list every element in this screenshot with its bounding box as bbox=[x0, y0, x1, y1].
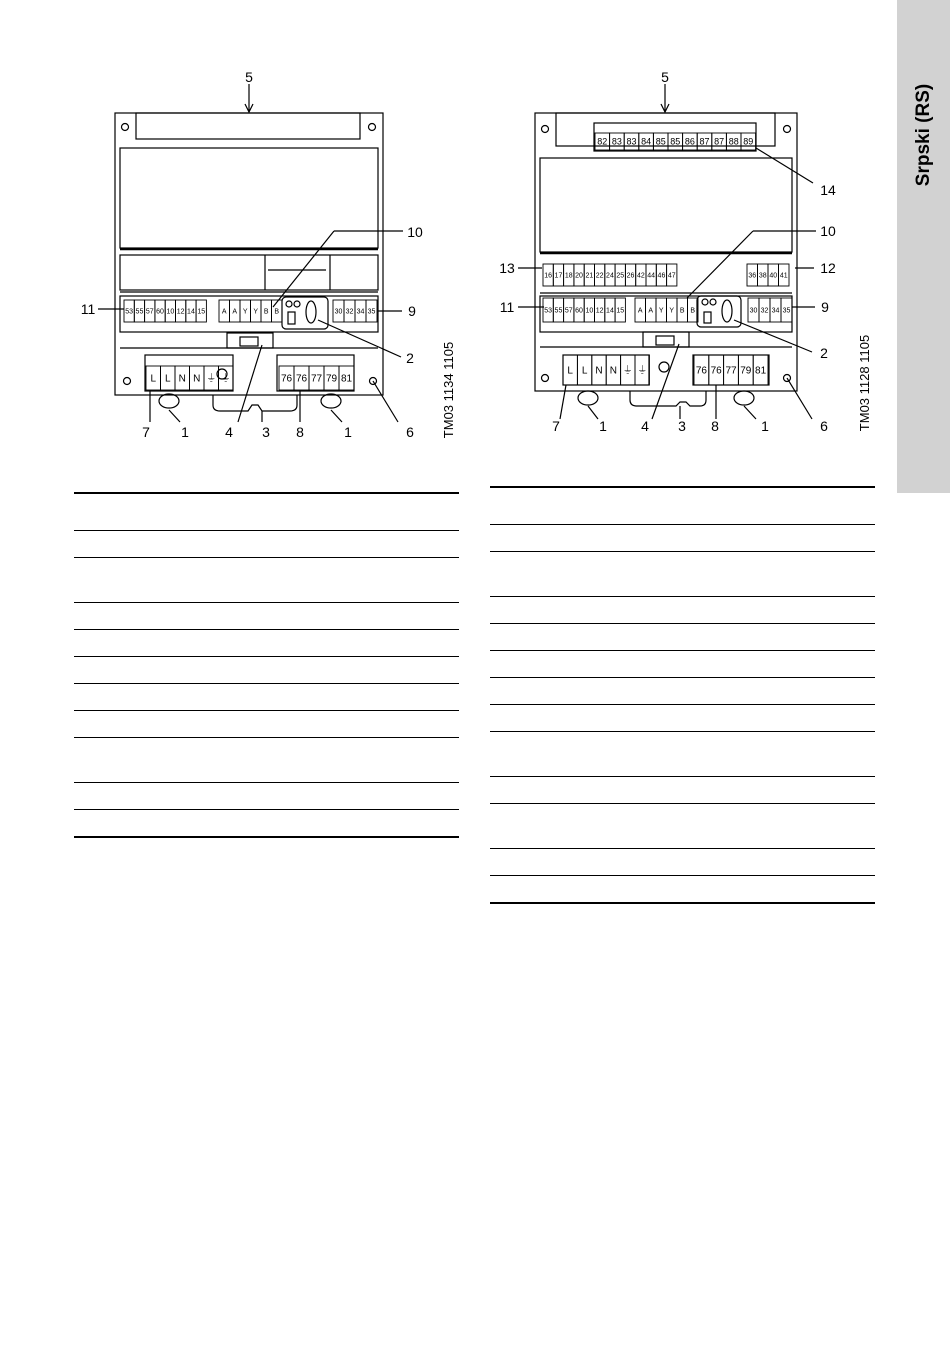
terminal-label: 35 bbox=[367, 308, 376, 316]
table-row bbox=[490, 597, 875, 624]
terminal-label: ⏚ bbox=[622, 365, 633, 377]
terminal-label: 87 bbox=[699, 136, 710, 147]
terminal-label: B bbox=[274, 308, 280, 316]
terminal-label: 81 bbox=[340, 373, 353, 385]
terminal-label: 81 bbox=[755, 365, 767, 377]
terminal-label: 32 bbox=[760, 307, 769, 315]
terminal-row-11 bbox=[124, 300, 206, 322]
terminal-label: 85 bbox=[670, 136, 681, 147]
terminal-label: 14 bbox=[187, 308, 195, 316]
terminal-label: N bbox=[595, 365, 603, 377]
table-row bbox=[490, 849, 875, 876]
terminal-label: 60 bbox=[156, 308, 164, 316]
figure-left-code: TM03 1134 1105 bbox=[441, 341, 456, 439]
terminal-label: N bbox=[178, 373, 186, 385]
table-row bbox=[490, 777, 875, 804]
terminal-label: 88 bbox=[728, 136, 739, 147]
terminal-label: Y bbox=[658, 307, 664, 315]
callout-3: 3 bbox=[262, 424, 270, 440]
terminal-label: 76 bbox=[280, 373, 293, 385]
callout-11: 11 bbox=[80, 301, 96, 317]
language-label: Srpski (RS) bbox=[912, 83, 934, 187]
callout-1b: 1 bbox=[761, 418, 769, 434]
table-row bbox=[74, 711, 459, 738]
terminal-label: ⏚ bbox=[220, 373, 231, 385]
terminal-label: 85 bbox=[655, 136, 666, 147]
table-row bbox=[74, 738, 459, 783]
terminal-label: 55 bbox=[554, 307, 563, 315]
table-row bbox=[74, 493, 459, 531]
terminal-label: 87 bbox=[714, 136, 725, 147]
table-row bbox=[490, 804, 875, 849]
table-row bbox=[490, 487, 875, 525]
callout-10: 10 bbox=[407, 224, 423, 240]
callout-8: 8 bbox=[296, 424, 304, 440]
table-row bbox=[74, 783, 459, 810]
terminal-label: 53 bbox=[544, 307, 553, 315]
terminal-label: 84 bbox=[641, 136, 652, 147]
terminal-label: 55 bbox=[135, 308, 144, 316]
terminal-label: 15 bbox=[616, 307, 625, 315]
terminal-label: A bbox=[232, 308, 238, 316]
terminal-label: 30 bbox=[749, 307, 758, 315]
terminal-power bbox=[563, 355, 649, 385]
terminal-label: 34 bbox=[771, 307, 780, 315]
table-row bbox=[490, 876, 875, 904]
callout-9: 9 bbox=[408, 303, 416, 319]
callout-7: 7 bbox=[552, 418, 560, 434]
terminal-label: 20 bbox=[575, 272, 583, 280]
terminal-label: 12 bbox=[595, 307, 604, 315]
terminal-label: ⏚ bbox=[637, 365, 648, 377]
terminal-label: 10 bbox=[166, 308, 175, 316]
terminal-label: 57 bbox=[145, 308, 154, 316]
terminal-row-13 bbox=[543, 264, 677, 286]
terminal-relay bbox=[694, 355, 768, 385]
table-row bbox=[74, 810, 459, 838]
figure-right-code: TM03 1128 1105 bbox=[857, 334, 872, 432]
callout-5: 5 bbox=[661, 69, 669, 85]
terminal-label: B bbox=[690, 307, 696, 315]
terminal-label: 77 bbox=[310, 373, 323, 385]
table-row bbox=[74, 684, 459, 711]
terminal-label: 44 bbox=[647, 272, 656, 280]
terminal-label: 38 bbox=[758, 272, 767, 280]
terminal-relay bbox=[279, 366, 354, 390]
terminal-label: 79 bbox=[325, 373, 338, 385]
figure-left bbox=[98, 84, 403, 422]
table-row bbox=[74, 630, 459, 657]
callout-5: 5 bbox=[245, 69, 253, 85]
terminal-row-12 bbox=[747, 264, 789, 286]
callout-12: 12 bbox=[820, 260, 836, 276]
callout-1: 1 bbox=[181, 424, 189, 440]
terminal-label: 21 bbox=[585, 272, 594, 280]
terminal-label: Y bbox=[669, 307, 675, 315]
terminal-label: 22 bbox=[595, 272, 604, 280]
terminal-label: A bbox=[637, 307, 643, 315]
terminal-row-9 bbox=[333, 300, 377, 322]
terminal-label: L bbox=[164, 373, 171, 385]
callout-13: 13 bbox=[499, 260, 515, 276]
callout-1b: 1 bbox=[344, 424, 352, 440]
callout-2: 2 bbox=[406, 350, 414, 366]
terminal-label: 86 bbox=[684, 136, 695, 147]
table-row bbox=[490, 525, 875, 552]
terminal-label: 40 bbox=[769, 272, 778, 280]
terminal-label: 34 bbox=[356, 308, 365, 316]
table-row bbox=[74, 657, 459, 684]
terminal-label: 83 bbox=[626, 136, 637, 147]
terminal-label: ⏚ bbox=[206, 373, 217, 385]
callout-1: 1 bbox=[599, 418, 607, 434]
table-row bbox=[490, 705, 875, 732]
terminal-label: 83 bbox=[611, 136, 622, 147]
terminal-label: Y bbox=[253, 308, 259, 316]
table-row bbox=[74, 531, 459, 558]
terminal-label: 35 bbox=[782, 307, 791, 315]
terminal-label: N bbox=[609, 365, 618, 377]
terminal-label: 46 bbox=[657, 272, 666, 280]
callout-14: 14 bbox=[820, 182, 836, 198]
table-row bbox=[490, 678, 875, 705]
table-right bbox=[490, 486, 875, 904]
terminal-label: 10 bbox=[585, 307, 594, 315]
terminal-label: 89 bbox=[743, 136, 754, 147]
table-left bbox=[74, 492, 459, 838]
terminal-row-11 bbox=[543, 298, 625, 322]
table-row bbox=[490, 651, 875, 678]
figures bbox=[0, 0, 950, 460]
terminal-label: 32 bbox=[345, 308, 354, 316]
terminal-label: L bbox=[567, 365, 573, 377]
terminal-label: 47 bbox=[667, 272, 676, 280]
terminal-row-10 bbox=[219, 300, 282, 322]
terminal-label: 24 bbox=[606, 272, 614, 280]
terminal-row-10 bbox=[635, 298, 698, 322]
callout-4: 4 bbox=[225, 424, 233, 440]
terminal-row-9 bbox=[748, 298, 792, 322]
terminal-label: 77 bbox=[725, 365, 737, 377]
terminal-label: 42 bbox=[636, 272, 645, 280]
terminal-label: 16 bbox=[544, 272, 553, 280]
terminal-label: 57 bbox=[564, 307, 573, 315]
terminal-label: A bbox=[648, 307, 654, 315]
terminal-label: Y bbox=[242, 308, 248, 316]
terminal-label: 41 bbox=[779, 272, 788, 280]
callout-11: 11 bbox=[499, 299, 515, 315]
terminal-label: 17 bbox=[554, 272, 563, 280]
terminal-label: B bbox=[263, 308, 269, 316]
terminal-label: 12 bbox=[176, 308, 185, 316]
terminal-label: 36 bbox=[748, 272, 757, 280]
terminal-label: 26 bbox=[626, 272, 635, 280]
terminal-label: 14 bbox=[606, 307, 614, 315]
terminal-label: 53 bbox=[125, 308, 134, 316]
callout-6: 6 bbox=[406, 424, 414, 440]
terminal-label: 76 bbox=[710, 365, 722, 377]
callout-6: 6 bbox=[820, 418, 828, 434]
terminal-label: L bbox=[150, 373, 157, 385]
table-row bbox=[74, 603, 459, 630]
callout-10: 10 bbox=[820, 223, 836, 239]
terminal-label: N bbox=[193, 373, 201, 385]
callout-9: 9 bbox=[821, 299, 829, 315]
terminal-label: 18 bbox=[564, 272, 573, 280]
terminal-label: 15 bbox=[197, 308, 206, 316]
terminal-label: 76 bbox=[695, 365, 707, 377]
callout-4: 4 bbox=[641, 418, 649, 434]
callout-2: 2 bbox=[820, 345, 828, 361]
terminal-label: B bbox=[679, 307, 685, 315]
table-row bbox=[490, 624, 875, 651]
terminal-label: 82 bbox=[597, 136, 608, 147]
table-row bbox=[490, 732, 875, 777]
table-row bbox=[74, 558, 459, 603]
terminal-row-14 bbox=[595, 133, 756, 150]
terminal-label: A bbox=[221, 308, 227, 316]
terminal-label: L bbox=[581, 365, 588, 377]
terminal-label: 60 bbox=[575, 307, 583, 315]
table-row bbox=[490, 552, 875, 597]
callout-3: 3 bbox=[678, 418, 686, 434]
callout-8: 8 bbox=[711, 418, 719, 434]
callout-7: 7 bbox=[142, 424, 150, 440]
terminal-label: 79 bbox=[740, 365, 752, 377]
terminal-label: 30 bbox=[334, 308, 343, 316]
terminal-label: 76 bbox=[295, 373, 308, 385]
terminal-label: 25 bbox=[616, 272, 625, 280]
